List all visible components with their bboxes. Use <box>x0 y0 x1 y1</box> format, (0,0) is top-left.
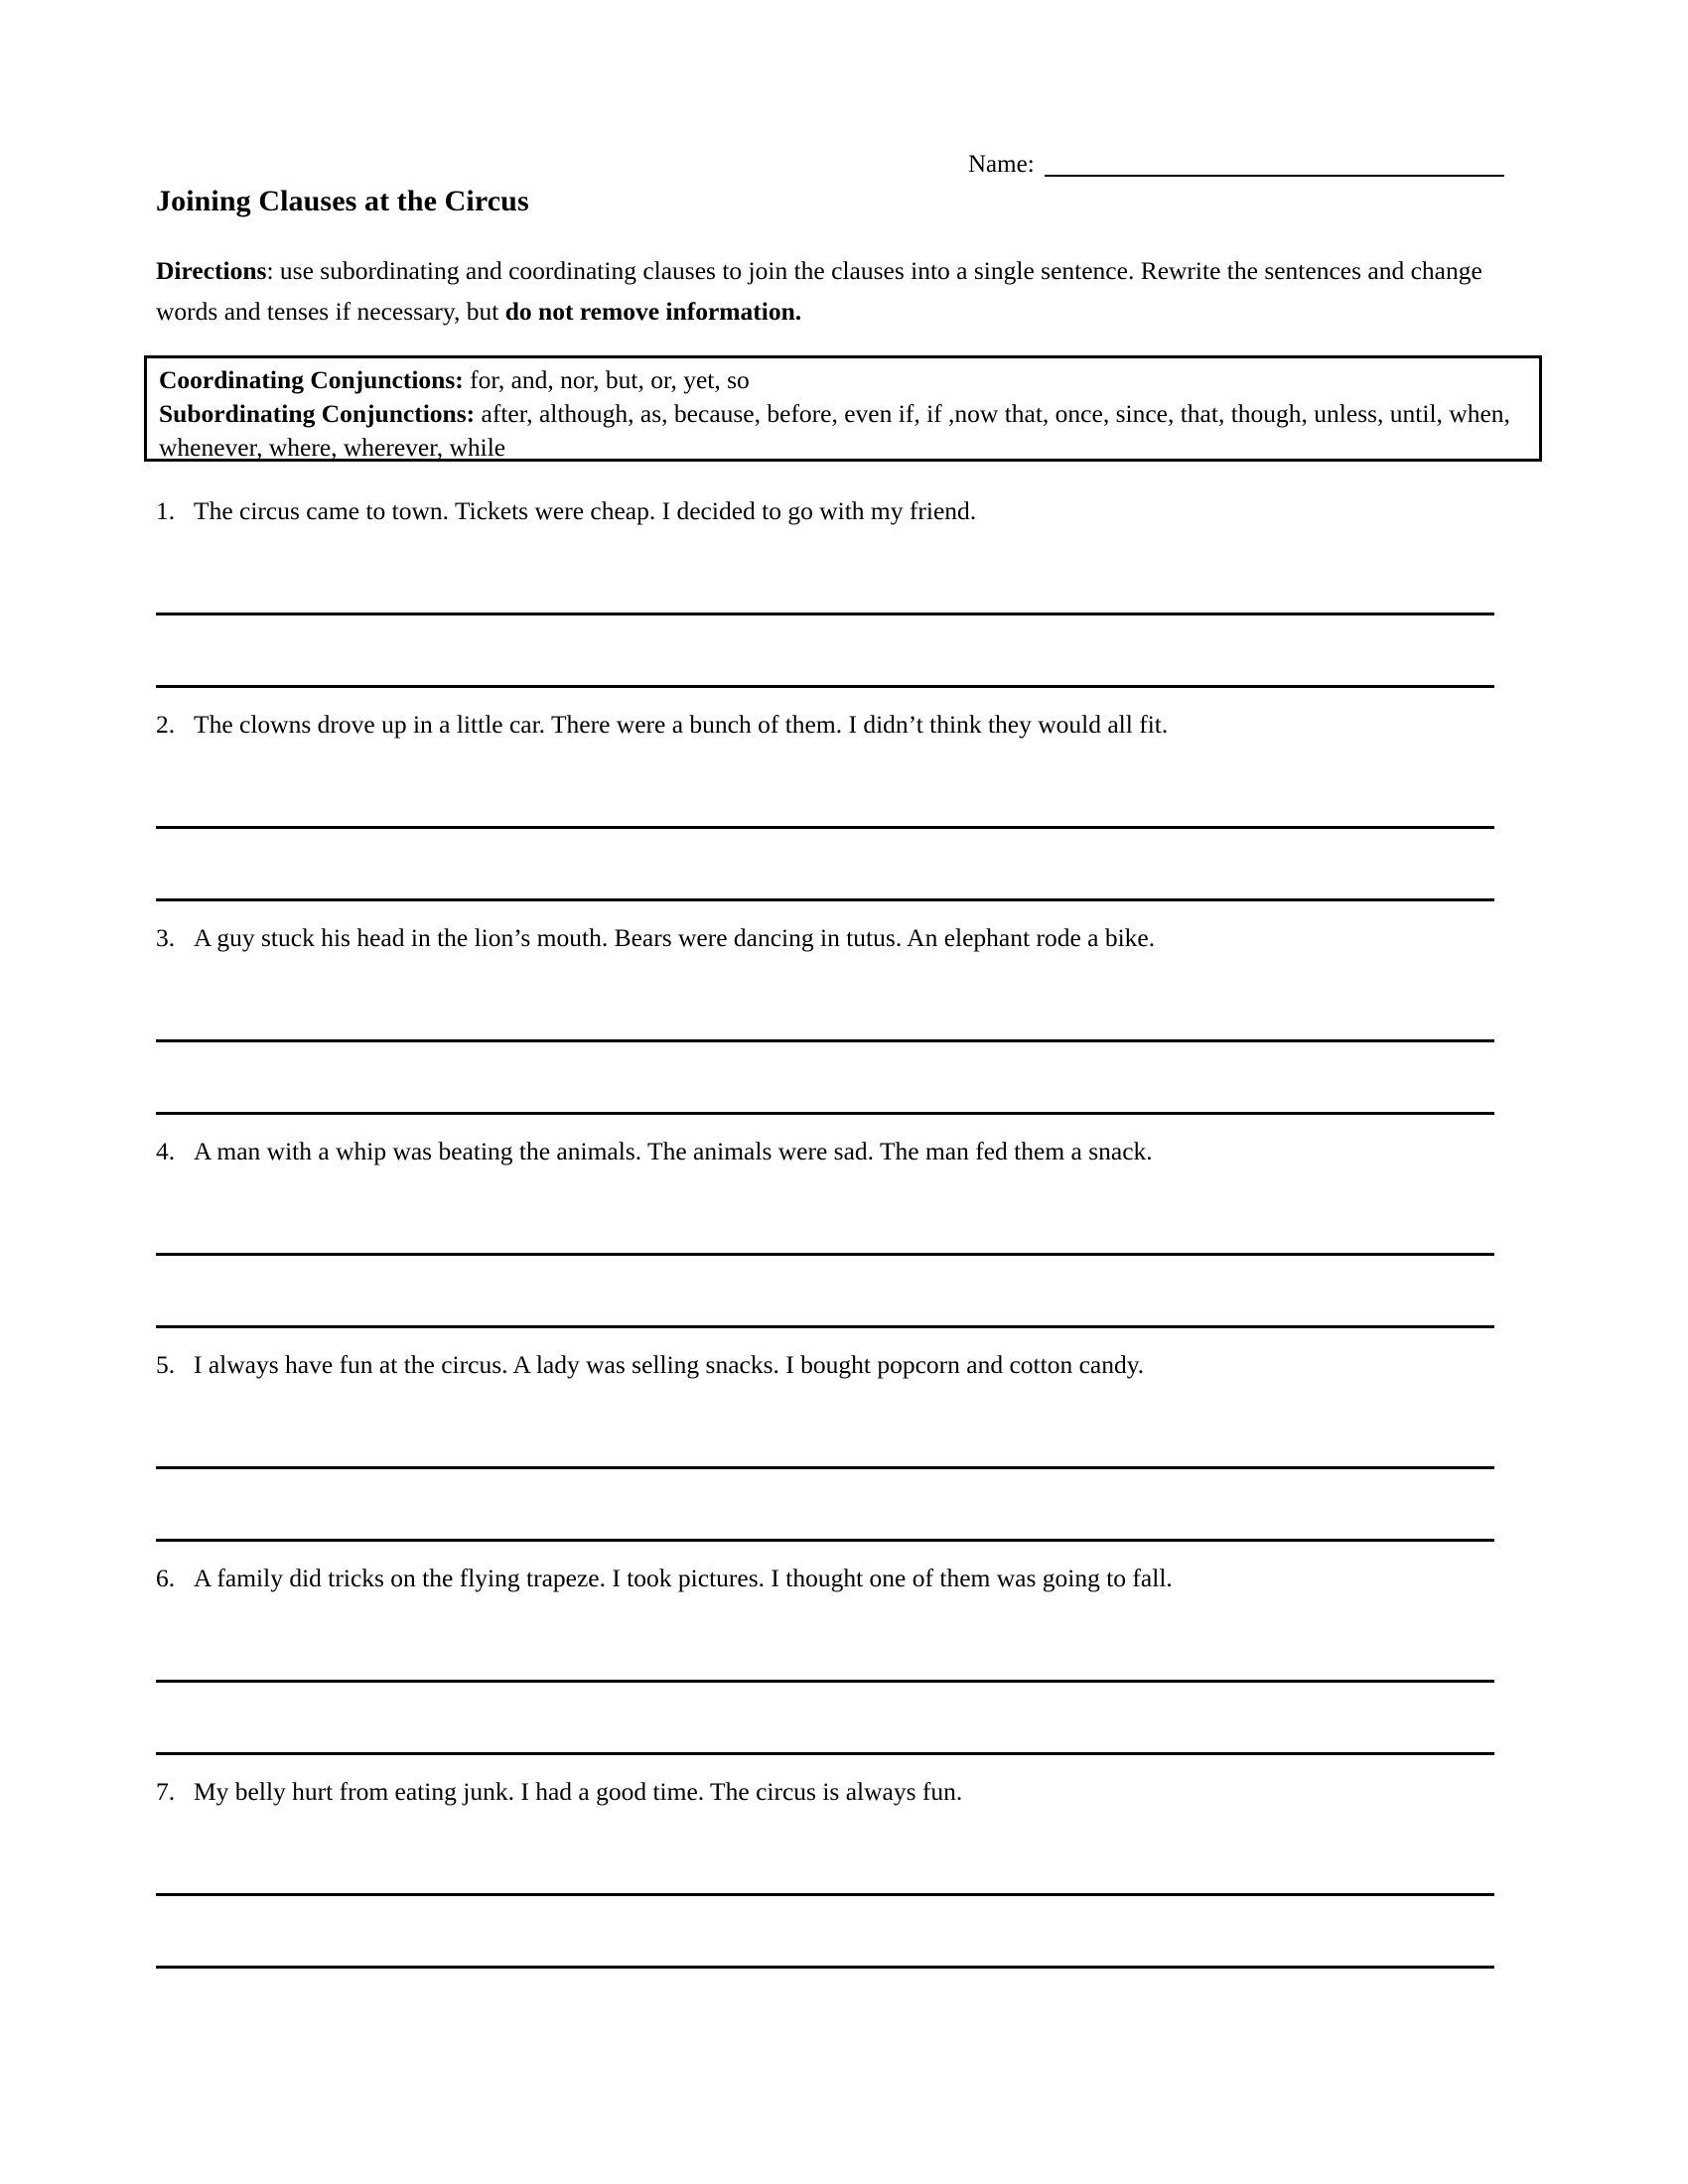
answer-line[interactable] <box>156 1325 1494 1328</box>
page-title: Joining Clauses at the Circus <box>156 185 529 217</box>
subordinating-conjunctions-line <box>159 397 1539 465</box>
conjunctions-box <box>144 355 1542 462</box>
question-item <box>156 1777 1494 1807</box>
question-text <box>156 1137 1494 1166</box>
directions-colon: : <box>266 256 274 285</box>
question-number: 4. <box>156 1137 176 1165</box>
coordinating-conjunctions-line <box>159 363 1539 397</box>
question-text <box>156 710 1494 740</box>
question-number: 6. <box>156 1564 176 1592</box>
answer-line[interactable] <box>156 1893 1494 1896</box>
subordinating-conjunctions-list: after, although, as, because, before, even if, if ,now that, once, since, that, though, unless, until, when, whenever, where, wherever, while <box>159 399 1510 462</box>
answer-line[interactable] <box>156 1966 1494 1969</box>
question-number: 1. <box>156 496 176 525</box>
question-prompt: A guy stuck his head in the lion’s mouth. Bears were dancing in tutus. An elephant rode a bike. <box>194 923 1156 952</box>
question-text <box>156 923 1494 953</box>
directions-label: Directions <box>156 256 267 285</box>
question-prompt: My belly hurt from eating junk. I had a good time. The circus is always fun. <box>194 1777 963 1806</box>
answer-line[interactable] <box>156 1039 1494 1042</box>
answer-line[interactable] <box>156 1466 1494 1469</box>
answer-line[interactable] <box>156 1680 1494 1683</box>
question-prompt: The clowns drove up in a little car. There were a bunch of them. I didn’t think they would all fit. <box>194 710 1169 739</box>
answer-line[interactable] <box>156 1539 1494 1542</box>
answer-line[interactable] <box>156 1752 1494 1755</box>
answer-line[interactable] <box>156 685 1494 688</box>
question-text <box>156 1777 1494 1807</box>
coordinating-conjunctions-label: Coordinating Conjunctions: <box>159 365 464 394</box>
answer-line[interactable] <box>156 898 1494 901</box>
question-prompt: The circus came to town. Tickets were cheap. I decided to go with my friend. <box>194 496 977 525</box>
question-number: 5. <box>156 1350 176 1379</box>
answer-line[interactable] <box>156 826 1494 829</box>
question-prompt: I always have fun at the circus. A lady was selling snacks. I bought popcorn and cotton candy. <box>194 1350 1145 1379</box>
question-number: 7. <box>156 1777 176 1806</box>
question-number: 2. <box>156 710 176 739</box>
name-field[interactable] <box>968 152 1504 177</box>
question-item <box>156 496 1494 526</box>
question-prompt: A family did tricks on the flying trapeze. I took pictures. I thought one of them was going to fall. <box>194 1564 1173 1592</box>
directions-paragraph <box>156 250 1506 332</box>
subordinating-conjunctions-label: Subordinating Conjunctions: <box>159 399 476 428</box>
question-item <box>156 1564 1494 1593</box>
name-blank-line[interactable] <box>1045 153 1504 177</box>
question-item <box>156 1350 1494 1380</box>
answer-line[interactable] <box>156 613 1494 615</box>
question-item <box>156 710 1494 740</box>
answer-line[interactable] <box>156 1253 1494 1256</box>
question-prompt: A man with a whip was beating the animals. The animals were sad. The man fed them a snack. <box>194 1137 1153 1165</box>
directions-text: use subordinating and coordinating clauses to join the clauses into a single sentence. Rewrite the sentences and change words and tenses if necessary, but <box>156 256 1482 326</box>
directions-emphasis: do not remove information. <box>504 297 802 326</box>
question-number: 3. <box>156 923 176 952</box>
question-item <box>156 923 1494 953</box>
conjunctions-box-content <box>147 358 1539 465</box>
coordinating-conjunctions-list: for, and, nor, but, or, yet, so <box>463 365 750 394</box>
question-text <box>156 1350 1494 1380</box>
question-item <box>156 1137 1494 1166</box>
question-text <box>156 1564 1494 1593</box>
answer-line[interactable] <box>156 1112 1494 1115</box>
name-label: Name: <box>968 151 1035 178</box>
question-text <box>156 496 1494 526</box>
